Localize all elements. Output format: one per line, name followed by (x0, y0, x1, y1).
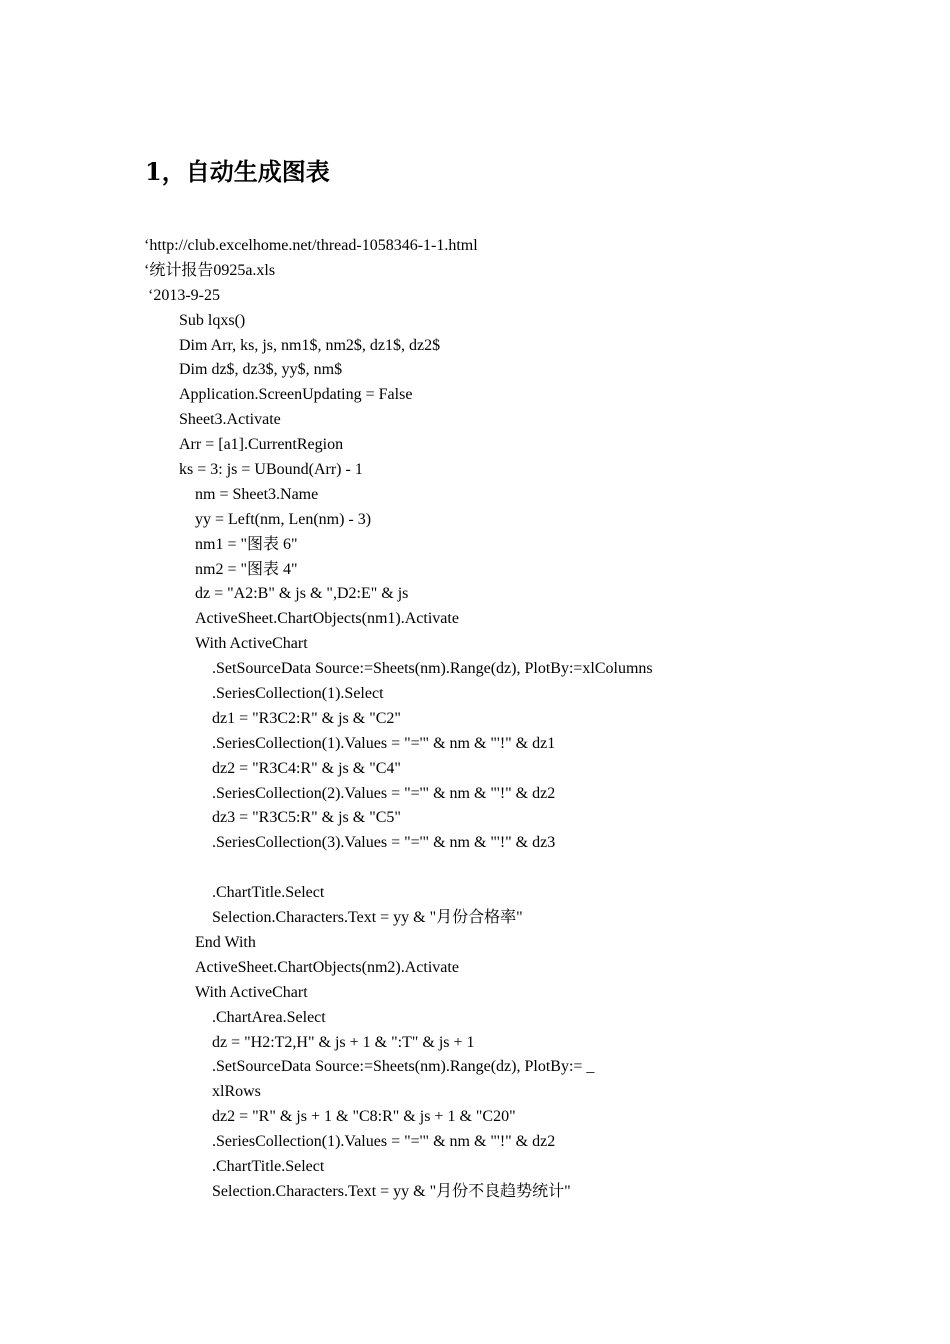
code-line: Arr = [a1].CurrentRegion (179, 436, 344, 454)
code-line: Sub lqxs() (179, 311, 246, 329)
code-listing (0, 234, 950, 1205)
code-line: .SetSourceData Source:=Sheets(nm).Range(dz), PlotBy:=xlColumns (212, 660, 653, 678)
code-line: With ActiveChart (195, 635, 308, 653)
code-line: xlRows (212, 1083, 261, 1101)
code-line: Selection.Characters.Text = yy & "月份合格率" (212, 909, 523, 927)
code-line: .SeriesCollection(1).Select (212, 685, 384, 703)
code-line (0, 856, 950, 881)
code-line: ‘http://club.excelhome.net/thread-1058346-1-1.html (144, 237, 478, 254)
code-line: .ChartTitle.Select (212, 884, 325, 902)
code-line: nm2 = "图表 4" (195, 560, 298, 578)
code-line: ActiveSheet.ChartObjects(nm2).Activate (195, 958, 459, 976)
code-line: Sheet3.Activate (179, 411, 281, 429)
code-line: Selection.Characters.Text = yy & "月份不良趋势统计" (212, 1182, 571, 1200)
code-line: dz2 = "R3C4:R" & js & "C4" (212, 759, 401, 777)
code-line: ‘2013-9-25 (148, 286, 220, 304)
code-line: dz = "A2:B" & js & ",D2:E" & js (195, 585, 409, 603)
code-line: .SeriesCollection(2).Values = "='" & nm & "'!" & dz2 (212, 784, 556, 802)
code-line: .ChartTitle.Select (212, 1157, 325, 1175)
code-line: .SetSourceData Source:=Sheets(nm).Range(dz), PlotBy:= _ (212, 1058, 595, 1076)
code-line: ks = 3: js = UBound(Arr) - 1 (179, 461, 363, 479)
code-line: dz2 = "R" & js + 1 & "C8:R" & js + 1 & "C20" (212, 1108, 516, 1126)
code-line: .SeriesCollection(1).Values = "='" & nm & "'!" & dz1 (212, 734, 556, 752)
code-line: dz3 = "R3C5:R" & js & "C5" (212, 809, 401, 827)
code-line: Application.ScreenUpdating = False (179, 386, 413, 404)
code-line: dz1 = "R3C2:R" & js & "C2" (212, 709, 401, 727)
code-line: nm1 = "图表 6" (195, 535, 298, 553)
code-line: dz = "H2:T2,H" & js + 1 & ":T" & js + 1 (212, 1033, 475, 1051)
code-line: Dim Arr, ks, js, nm1$, nm2$, dz1$, dz2$ (179, 336, 441, 354)
code-line: ‘统计报告0925a.xls (144, 261, 276, 279)
code-line: ActiveSheet.ChartObjects(nm1).Activate (195, 610, 459, 628)
code-line: With ActiveChart (195, 983, 308, 1001)
code-line: .SeriesCollection(3).Values = "='" & nm & "'!" & dz3 (212, 834, 556, 852)
code-line: yy = Left(nm, Len(nm) - 3) (195, 510, 372, 528)
code-line: .ChartArea.Select (212, 1008, 326, 1026)
code-line: Dim dz$, dz3$, yy$, nm$ (179, 361, 343, 379)
section-heading: 1，自动生成图表 (145, 157, 330, 186)
code-line: End With (195, 933, 256, 951)
code-line: nm = Sheet3.Name (195, 485, 319, 503)
code-line: .SeriesCollection(1).Values = "='" & nm & "'!" & dz2 (212, 1133, 556, 1151)
